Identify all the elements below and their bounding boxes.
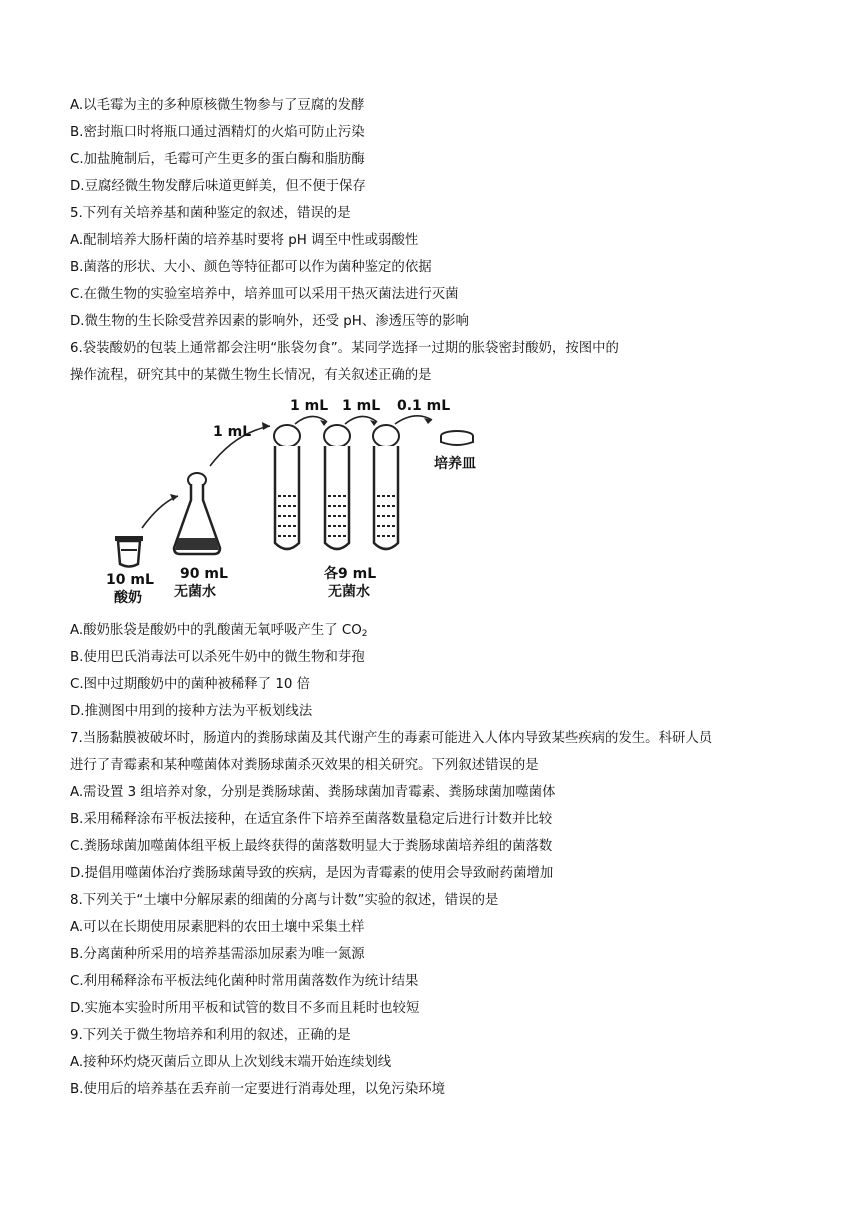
text-line: C.在微生物的实验室培养中，培养皿可以采用干热灭菌法进行灭菌 [70, 287, 459, 302]
yogurt-cup-icon [115, 536, 143, 567]
yogurt-name-label: 酸奶 [114, 590, 142, 606]
text-line: 7.当肠黏膜被破坏时，肠道内的粪肠球菌及其代谢产生的毒素可能进入人体内导致某些疾病的发生。科研人员 [70, 731, 713, 746]
dish-label: 培养皿 [434, 456, 476, 472]
text-line: 进行了青霉素和某种噬菌体对粪肠球菌杀灭效果的相关研究。下列叙述错误的是 [70, 758, 539, 773]
flask-water-label: 无菌水 [174, 584, 216, 600]
petri-dish-icon [441, 431, 473, 445]
text-line: B.使用后的培养基在丢弃前一定要进行消毒处理，以免污染环境 [70, 1082, 445, 1097]
yogurt-volume-label: 10 mL [106, 572, 154, 588]
tubes-water-label: 无菌水 [328, 584, 370, 600]
text-line: B.分离菌种所采用的培养基需添加尿素为唯一氮源 [70, 947, 365, 962]
text-line: D.微生物的生长除受营养因素的影响外，还受 pH、渗透压等的影响 [70, 314, 469, 329]
text-line: C.图中过期酸奶中的菌种被稀释了 10 倍 [70, 677, 311, 692]
text-line: C.利用稀释涂布平板法纯化菌种时常用菌落数作为统计结果 [70, 974, 419, 989]
text-line: D.提倡用噬菌体治疗粪肠球菌导致的疾病，是因为青霉素的使用会导致耐药菌增加 [70, 866, 554, 881]
text-line: A.以毛霉为主的多种原核微生物参与了豆腐的发酵 [70, 98, 365, 113]
test-tube-1-icon [274, 425, 300, 549]
tubes-volume-label: 各9 mL [324, 566, 377, 582]
text-line: D.实施本实验时所用平板和试管的数目不多而且耗时也较短 [70, 1001, 420, 1016]
test-tube-2-icon [324, 425, 350, 549]
text-line: D.推测图中用到的接种方法为平板划线法 [70, 704, 313, 719]
volume-label-1ml-c: 1 mL [342, 398, 381, 414]
text-line: 6.袋装酸奶的包装上通常都会注明“胀袋勿食”。某同学选择一过期的胀袋密封酸奶，按图中的 [70, 341, 619, 356]
text-line: B.使用巴氏消毒法可以杀死牛奶中的微生物和芽孢 [70, 650, 365, 665]
test-tube-3-icon [373, 425, 399, 549]
text-line: D.豆腐经微生物发酵后味道更鲜美，但不便于保存 [70, 179, 366, 194]
q6-option-a: A.酸奶胀袋是酸奶中的乳酸菌无氧呼吸产生了 $CO_2$ [70, 623, 368, 639]
text-line: 9.下列关于微生物培养和利用的叙述，正确的是 [70, 1028, 351, 1043]
text-line: A.配制培养大肠杆菌的培养基时要将 pH 调至中性或弱酸性 [70, 233, 419, 248]
volume-label-1ml-b: 1 mL [290, 398, 329, 414]
text-line: A.可以在长期使用尿素肥料的农田土壤中采集土样 [70, 920, 365, 935]
text-line: C.加盐腌制后，毛霉可产生更多的蛋白酶和脂肪酶 [70, 152, 365, 167]
text-line: B.采用稀释涂布平板法接种，在适宜条件下培养至菌落数量稳定后进行计数并比较 [70, 812, 553, 827]
text-line: C.粪肠球菌加噬菌体组平板上最终获得的菌落数明显大于粪肠球菌培养组的菌落数 [70, 839, 553, 854]
text-line: B.菌落的形状、大小、颜色等特征都可以作为菌种鉴定的依据 [70, 260, 432, 275]
text-line: B.密封瓶口时将瓶口通过酒精灯的火焰可防止污染 [70, 125, 365, 140]
flask-icon [174, 473, 220, 554]
text-line: 操作流程，研究其中的某微生物生长情况，有关叙述正确的是 [70, 368, 432, 383]
volume-label-1ml-a: 1 mL [213, 424, 252, 440]
text-line: A.接种环灼烧灭菌后立即从上次划线末端开始连续划线 [70, 1055, 392, 1070]
volume-label-01ml: 0.1 mL [397, 398, 451, 414]
text-line: A.需设置 3 组培养对象，分别是粪肠球菌、粪肠球菌加青霉素、粪肠球菌加噬菌体 [70, 785, 556, 800]
dilution-flow-diagram [70, 388, 510, 618]
text-line: 8.下列关于“土壤中分解尿素的细菌的分离与计数”实验的叙述，错误的是 [70, 893, 499, 908]
flask-volume-label: 90 mL [180, 566, 228, 582]
text-line: 5.下列有关培养基和菌种鉴定的叙述，错误的是 [70, 206, 351, 221]
